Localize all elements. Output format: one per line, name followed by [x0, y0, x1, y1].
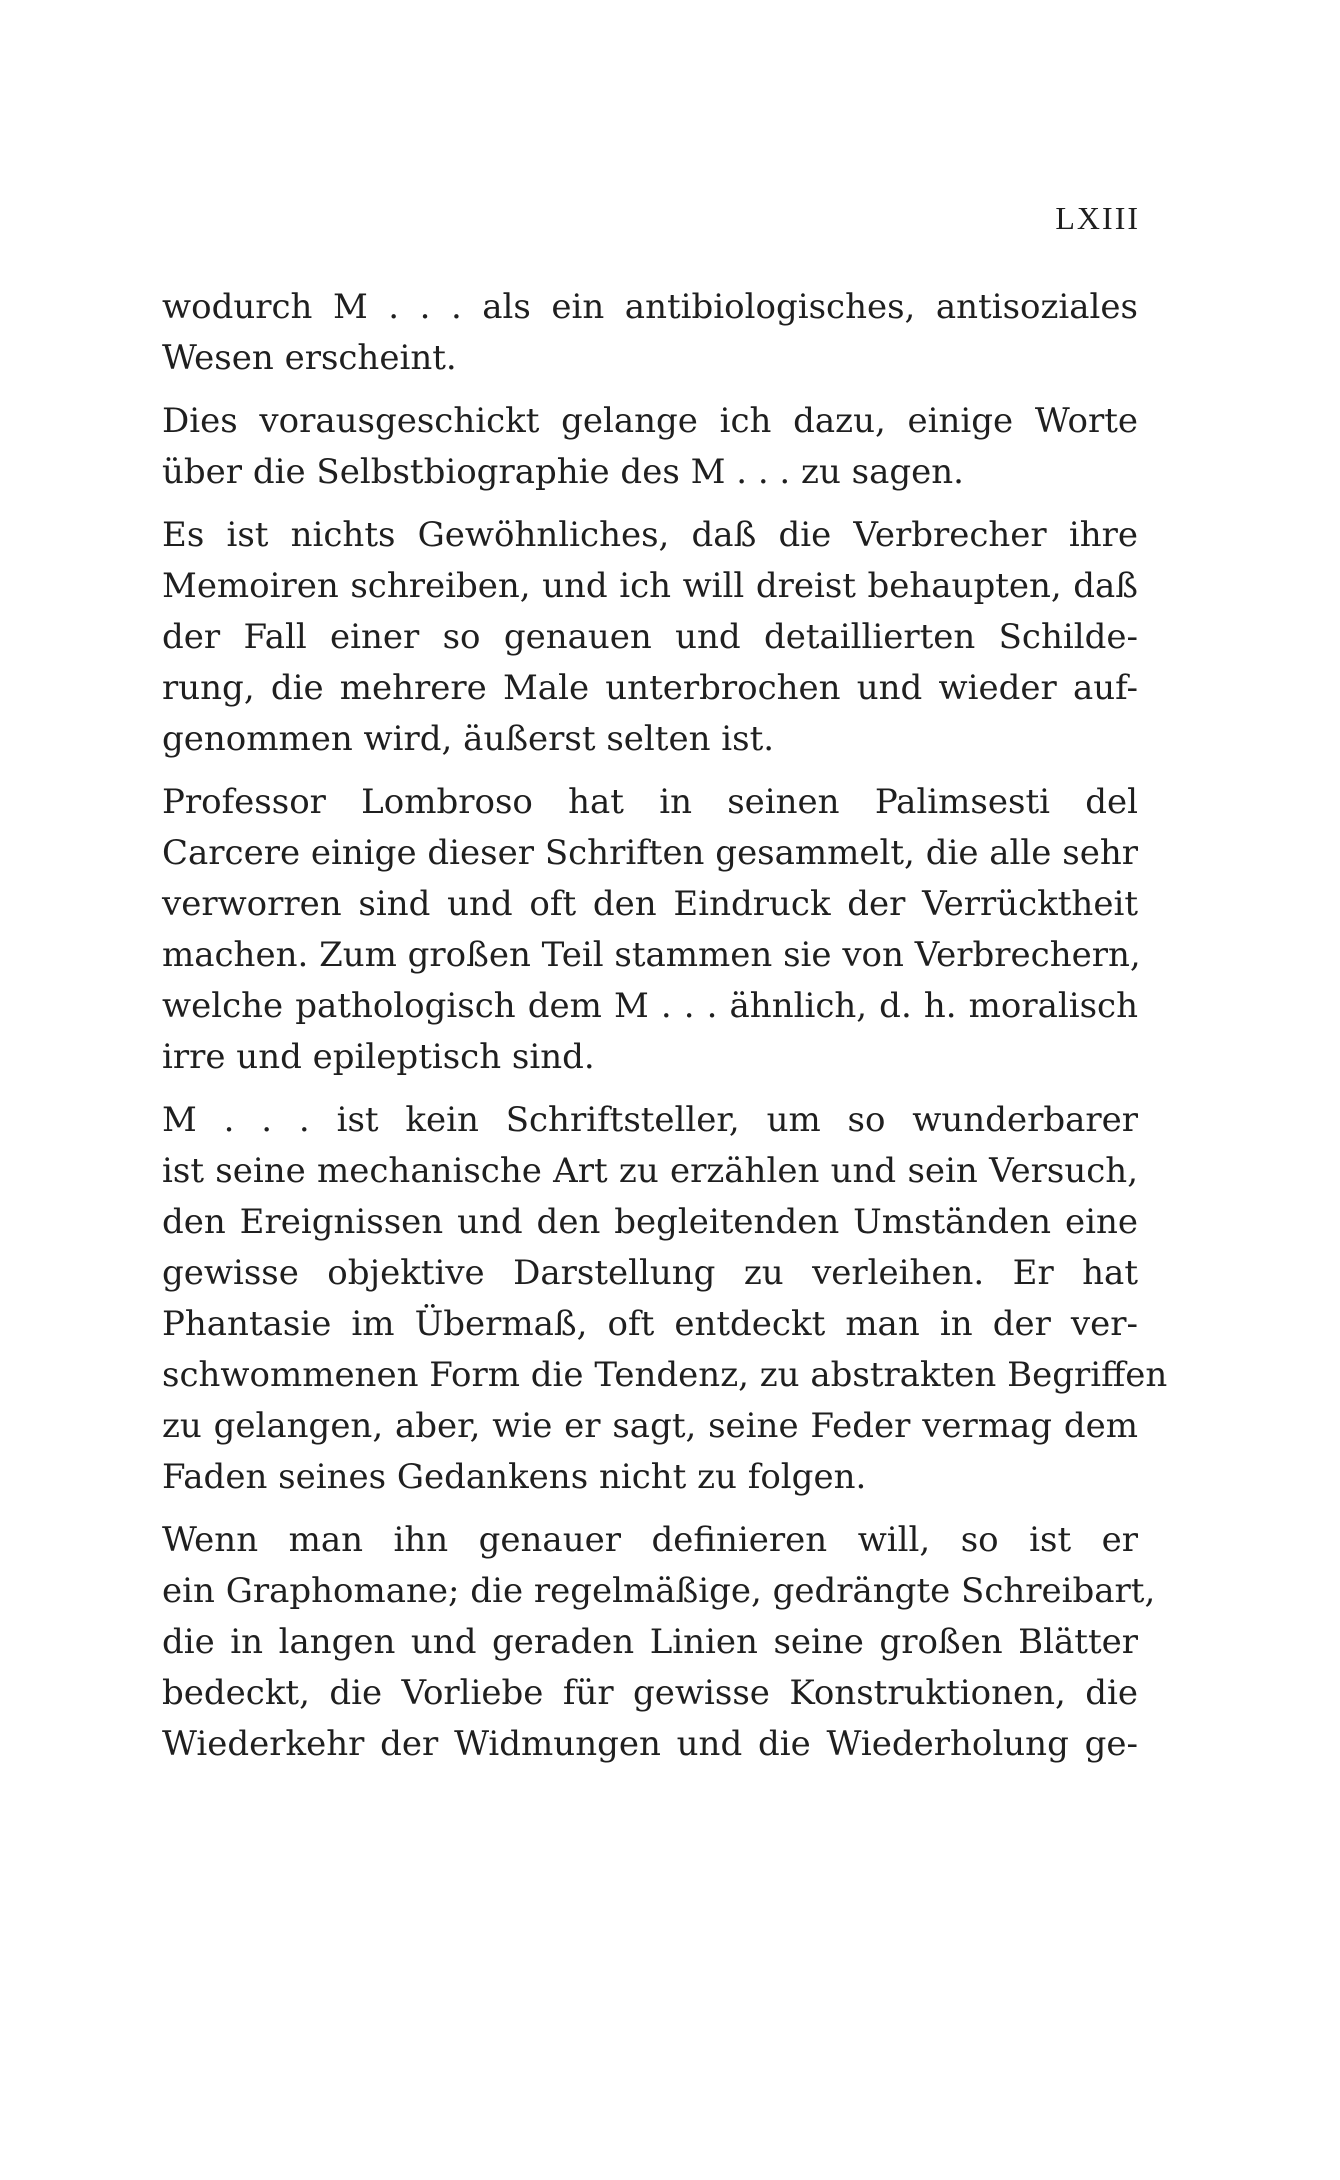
text-line: Wiederkehr der Widmungen und die Wiederholung ge-: [162, 1724, 1138, 1764]
text-line: Faden seines Gedankens nicht zu folgen.: [162, 1457, 867, 1497]
text-line: die in langen und geraden Linien seine großen Blätter: [162, 1622, 1138, 1662]
text-line: bedeckt, die Vorliebe für gewisse Konstruktionen, die: [162, 1673, 1138, 1713]
paragraph: [162, 282, 1138, 384]
text-line: Wenn man ihn genauer definieren will, so ist er: [162, 1520, 1138, 1560]
text-line: ein Graphomane; die regelmäßige, gedrängte Schreibart,: [162, 1571, 1156, 1611]
text-line: der Fall einer so genauen und detaillierten Schilde-: [162, 617, 1138, 657]
text-line: wodurch M . . . als ein antibiologisches, antisoziales: [162, 287, 1138, 327]
paragraph: [162, 777, 1141, 1083]
text-line: den Ereignissen und den begleitenden Umständen eine: [162, 1202, 1138, 1242]
text-line: über die Selbstbiographie des M . . . zu sagen.: [162, 452, 964, 492]
text-line: welche pathologisch dem M . . . ähnlich, d. h. moralisch: [162, 986, 1138, 1026]
text-line: Es ist nichts Gewöhnliches, daß die Verbrecher ihre: [162, 515, 1138, 555]
text-line: zu gelangen, aber, wie er sagt, seine Feder vermag dem: [162, 1406, 1138, 1446]
text-line: gewisse objektive Darstellung zu verleihen. Er hat: [162, 1253, 1138, 1293]
text-line: genommen wird, äußerst selten ist.: [162, 719, 775, 759]
text-line: verworren sind und oft den Eindruck der Verrücktheit: [162, 884, 1138, 924]
text-line: Professor Lombroso hat in seinen Palimsesti del: [162, 782, 1138, 822]
paragraph: [162, 1095, 1168, 1503]
text-line: Memoiren schreiben, und ich will dreist behaupten, daß: [162, 566, 1138, 606]
text-line: schwommenen Form die Tendenz, zu abstrakten Begriffen: [162, 1355, 1168, 1395]
text-line: rung, die mehrere Male unterbrochen und wieder auf-: [162, 668, 1138, 708]
body-text: [162, 282, 1168, 1770]
text-line: Dies vorausgeschickt gelange ich dazu, einige Worte: [162, 401, 1138, 441]
text-line: Phantasie im Übermaß, oft entdeckt man in der ver-: [162, 1304, 1138, 1344]
paragraph: [162, 1515, 1156, 1770]
text-line: ist seine mechanische Art zu erzählen und sein Versuch,: [162, 1151, 1138, 1191]
paragraph: [162, 396, 1138, 498]
paragraph: [162, 510, 1138, 765]
text-line: M . . . ist kein Schriftsteller, um so wunderbarer: [162, 1100, 1138, 1140]
text-line: Wesen erscheint.: [162, 338, 457, 378]
text-line: Carcere einige dieser Schriften gesammelt, die alle sehr: [162, 833, 1138, 873]
page-number: LXIII: [1055, 200, 1140, 236]
text-line: irre und epileptisch sind.: [162, 1037, 595, 1077]
text-line: machen. Zum großen Teil stammen sie von Verbrechern,: [162, 935, 1141, 975]
